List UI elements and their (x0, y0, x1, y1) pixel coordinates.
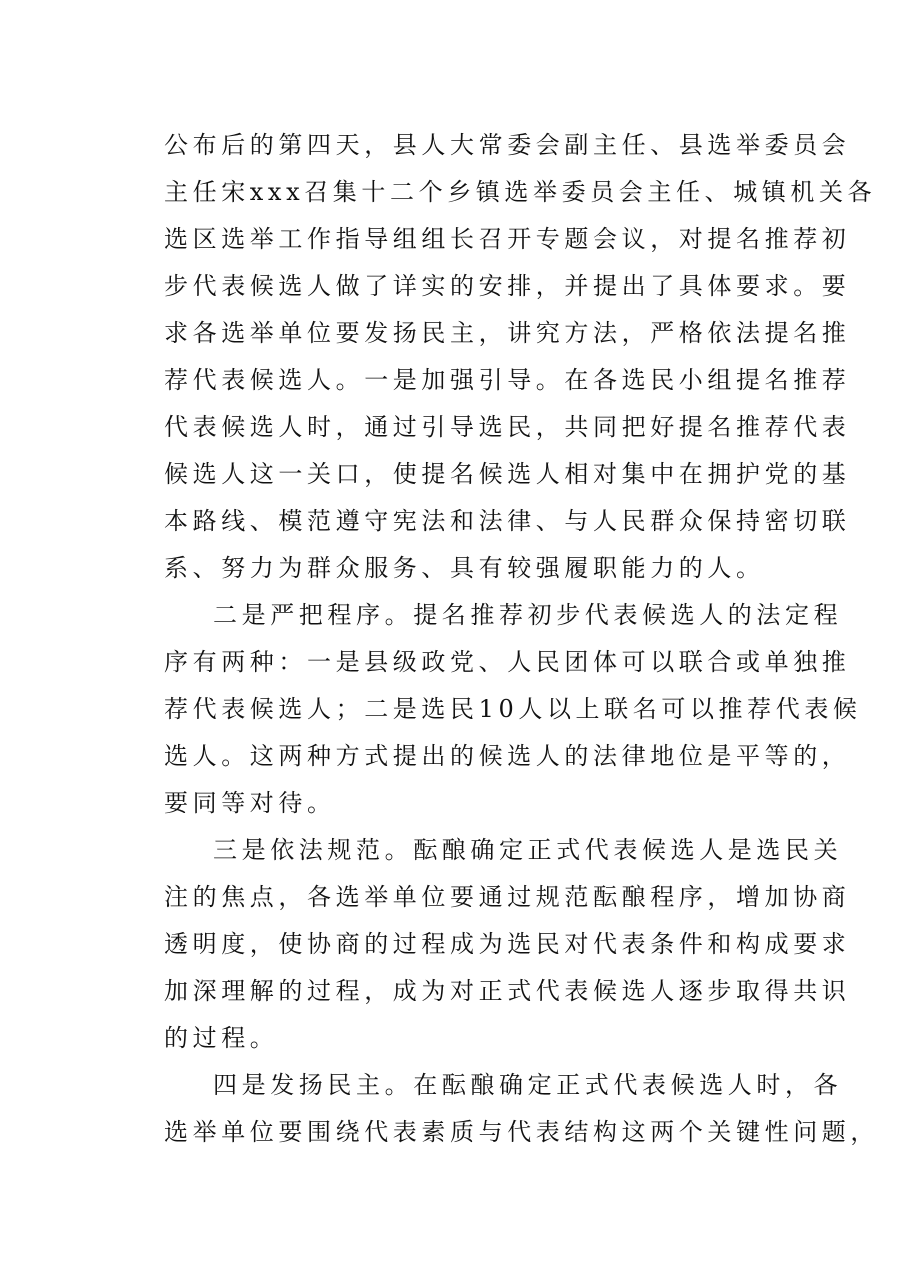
text-line: 荐代表候选人。一是加强引导。在各选民小组提名推荐 (164, 366, 851, 394)
text-line: 二是严把程序。提名推荐初步代表候选人的法定程 (213, 601, 843, 629)
paragraph-1 (164, 122, 877, 592)
text-line: 的过程。 (164, 1024, 279, 1052)
text-line: 步代表候选人做了详实的安排，并提出了具体要求。要 (164, 272, 851, 300)
text-line: 主任宋xxx召集十二个乡镇选举委员会主任、城镇机关各 (164, 178, 877, 206)
text-line: 注的焦点，各选举单位要通过规范酝酿程序，增加协商 (164, 883, 851, 911)
text-line: 系、努力为群众服务、具有较强履职能力的人。 (164, 554, 765, 582)
paragraph-3 (164, 827, 851, 1062)
text-line: 代表候选人时，通过引导选民，共同把好提名推荐代表 (164, 413, 851, 441)
text-line: 荐代表候选人；二是选民10人以上联名可以推荐代表候 (164, 695, 862, 723)
text-line: 选区选举工作指导组组长召开专题会议，对提名推荐初 (164, 225, 851, 253)
paragraph-4 (164, 1062, 879, 1156)
text-line: 要同等对待。 (164, 789, 336, 817)
document-body (164, 122, 879, 1156)
text-line: 公布后的第四天，县人大常委会副主任、县选举委员会 (164, 131, 851, 159)
text-line: 选人。这两种方式提出的候选人的法律地位是平等的， (164, 742, 851, 770)
text-line: 序有两种：一是县级政党、人民团体可以联合或单独推 (164, 648, 851, 676)
text-line: 候选人这一关口，使提名候选人相对集中在拥护党的基 (164, 460, 851, 488)
text-line: 加深理解的过程，成为对正式代表候选人逐步取得共识 (164, 977, 851, 1005)
text-line: 四是发扬民主。在酝酿确定正式代表候选人时，各 (213, 1071, 843, 1099)
paragraph-2 (164, 592, 862, 827)
text-line: 求各选举单位要发扬民主，讲究方法，严格依法提名推 (164, 319, 851, 347)
text-line: 三是依法规范。酝酿确定正式代表候选人是选民关 (213, 836, 843, 864)
text-line: 透明度，使协商的过程成为选民对代表条件和构成要求 (164, 930, 851, 958)
text-line: 选举单位要围绕代表素质与代表结构这两个关键性问题， (164, 1118, 879, 1146)
text-line: 本路线、模范遵守宪法和法律、与人民群众保持密切联 (164, 507, 851, 535)
